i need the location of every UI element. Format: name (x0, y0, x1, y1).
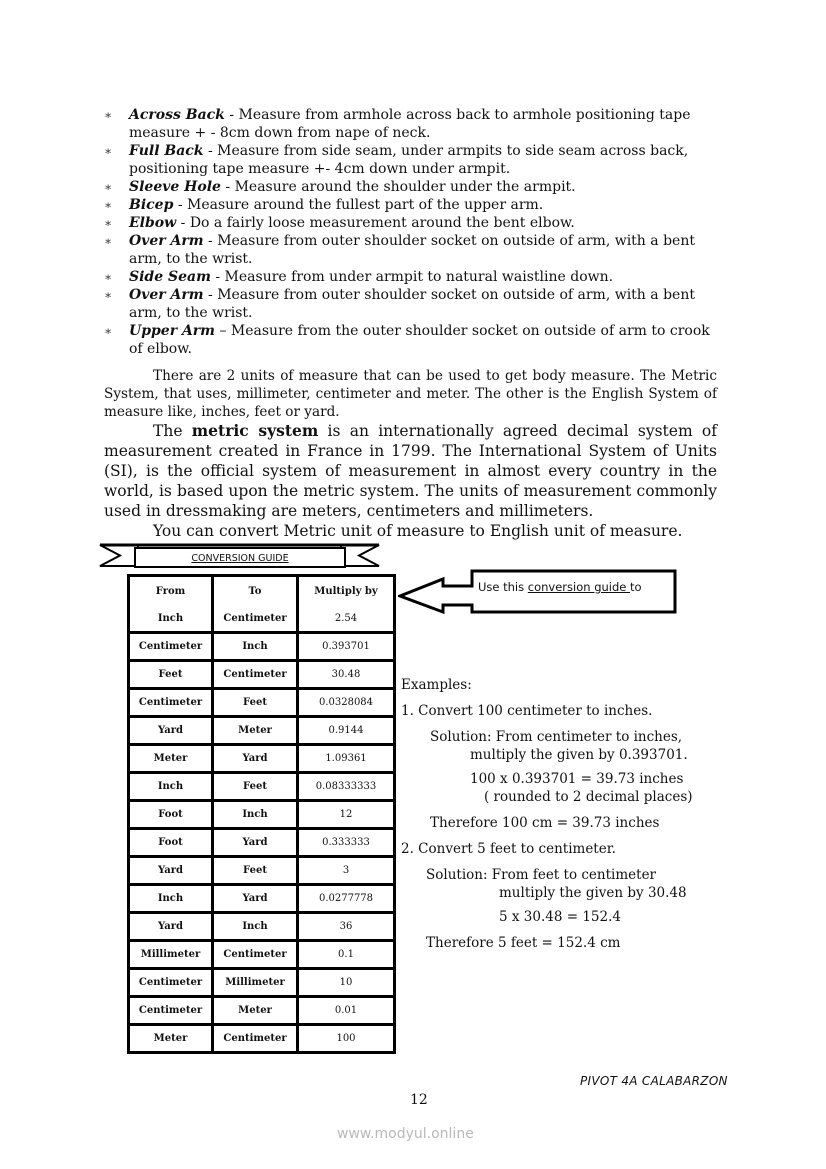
bullet-star-icon: ∗ (104, 234, 113, 248)
to-cell: Feet (214, 774, 299, 802)
measurement-item (104, 178, 724, 196)
callout-prefix: Use this (478, 580, 528, 594)
example-1-calculation: 100 x 0.393701 = 39.73 inches (470, 771, 684, 787)
measurement-separator: - (224, 107, 239, 123)
to-cell: Inch (214, 914, 299, 942)
from-cell: Meter (130, 1026, 214, 1051)
multiplier-cell: 0.393701 (299, 634, 393, 662)
multiplier-cell: 0.01 (299, 998, 393, 1026)
from-cell: Centimeter (130, 634, 214, 662)
to-cell: Centimeter (214, 606, 299, 634)
example-2-question: 2. Convert 5 feet to centimeter. (401, 841, 616, 857)
multiplier-cell: 0.0277778 (299, 886, 393, 914)
to-cell: Centimeter (214, 1026, 299, 1051)
footer-brand: PIVOT 4A CALABARZON (580, 1074, 728, 1088)
measurement-description: Measure from the outer shoulder socket on outside of arm to crook of elbow. (129, 323, 710, 357)
to-cell: Centimeter (214, 942, 299, 970)
example-2-solution-line-1: Solution: From feet to centimeter (426, 867, 657, 883)
to-cell: Yard (214, 886, 299, 914)
example-1-answer: Therefore 100 cm = 39.73 inches (430, 815, 660, 831)
bullet-star-icon: ∗ (104, 144, 113, 158)
page-number: 12 (410, 1092, 428, 1108)
units-paragraph (104, 367, 717, 421)
multiplier-cell: 30.48 (299, 662, 393, 690)
measurement-term: Over Arm (129, 233, 204, 249)
measurement-description: Do a fairly loose measurement around the bent elbow. (189, 215, 575, 231)
metric-paragraph-text (104, 421, 717, 521)
measurement-description: Measure around the fullest part of the upper arm. (187, 197, 544, 213)
from-cell: Foot (130, 830, 214, 858)
multiplier-cell: 10 (299, 970, 393, 998)
metric-paragraph (104, 421, 717, 541)
table-row (130, 830, 393, 858)
metric-rest: is an internationally agreed decimal system of measurement created in France in 1799. The International System of Units (SI), is the official system of measurement in almost every country in the world, is based upon the metric system. The units of measurement commonly used in dressmaking are meters, centimeters and millimeters. (104, 422, 717, 520)
callout-link-text: conversion guide (527, 580, 631, 594)
to-cell: Feet (214, 858, 299, 886)
table-row (130, 718, 393, 746)
measurement-item (104, 232, 724, 268)
bullet-star-icon: ∗ (104, 108, 113, 122)
measurement-term: Full Back (129, 143, 204, 159)
table-row (130, 690, 393, 718)
from-cell: Yard (130, 858, 214, 886)
measurement-separator: – (215, 323, 231, 339)
from-cell: Centimeter (130, 970, 214, 998)
example-1-rounding-note: ( rounded to 2 decimal places) (484, 789, 693, 805)
measurement-term: Sleeve Hole (129, 179, 221, 195)
bullet-star-icon: ∗ (104, 180, 113, 194)
measurement-item (104, 106, 724, 142)
measurement-term: Across Back (129, 107, 225, 123)
table-row (130, 858, 393, 886)
header-to: To (214, 577, 299, 606)
from-cell: Yard (130, 718, 214, 746)
example-2-solution-line-2: multiply the given by 30.48 (499, 885, 687, 901)
bullet-star-icon: ∗ (104, 198, 113, 212)
bullet-star-icon: ∗ (104, 270, 113, 284)
conversion-guide-banner (98, 542, 383, 574)
table-row (130, 942, 393, 970)
from-cell: Inch (130, 774, 214, 802)
example-2-answer: Therefore 5 feet = 152.4 cm (426, 935, 621, 951)
table-row (130, 914, 393, 942)
from-cell: Inch (130, 886, 214, 914)
to-cell: Millimeter (214, 970, 299, 998)
measurement-term: Elbow (129, 215, 177, 231)
from-cell: Feet (130, 662, 214, 690)
to-cell: Meter (214, 718, 299, 746)
table-row (130, 606, 393, 634)
conversion-guide-title: CONVERSION GUIDE (191, 553, 289, 564)
multiplier-cell: 1.09361 (299, 746, 393, 774)
table-row (130, 1026, 393, 1051)
from-cell: Yard (130, 914, 214, 942)
multiplier-cell: 2.54 (299, 606, 393, 634)
multiplier-cell: 3 (299, 858, 393, 886)
measurement-description: Measure from outer shoulder socket on outside of arm, with a bent arm, to the wrist. (129, 233, 695, 267)
example-1-solution-line-1: Solution: From centimeter to inches, (430, 729, 683, 745)
measurement-term: Bicep (129, 197, 174, 213)
multiplier-cell: 12 (299, 802, 393, 830)
header-multiply-by: Multiply by (314, 586, 378, 597)
conversion-table-wrapper (127, 574, 396, 1054)
examples-section (401, 676, 731, 952)
table-row (130, 998, 393, 1026)
example-1-question: 1. Convert 100 centimeter to inches. (401, 703, 653, 719)
measurement-item (104, 214, 724, 232)
metric-lead: The (153, 422, 192, 440)
table-row (130, 634, 393, 662)
units-paragraph-text: There are 2 units of measure that can be used to get body measure. The Metric System, that uses, millimeter, centimeter and meter. The other is the English System of measure like, inches, feet or yard. (104, 368, 717, 420)
measurement-separator: - (210, 269, 225, 285)
multiplier-cell: 0.1 (299, 942, 393, 970)
header-from: From (130, 577, 214, 606)
watermark: www.modyul.online (337, 1126, 474, 1142)
to-cell: Centimeter (214, 662, 299, 690)
measurement-description: Measure from outer shoulder socket on outside of arm, with a bent arm, to the wrist. (129, 287, 695, 321)
measurement-item (104, 268, 724, 286)
to-cell: Inch (214, 634, 299, 662)
multiplier-cell: 100 (336, 1033, 356, 1044)
from-cell: Millimeter (130, 942, 214, 970)
table-row (130, 774, 393, 802)
from-cell: Centimeter (130, 690, 214, 718)
measurement-item (104, 322, 724, 358)
measurement-separator: - (203, 143, 218, 159)
measurement-separator: - (220, 179, 235, 195)
from-cell: Inch (130, 606, 214, 634)
measurement-term: Side Seam (129, 269, 211, 285)
measurement-item (104, 196, 724, 214)
measurement-item (104, 286, 724, 322)
to-cell: Inch (214, 802, 299, 830)
bullet-star-icon: ∗ (104, 324, 113, 338)
from-cell: Foot (130, 802, 214, 830)
table-row (130, 746, 393, 774)
measurement-description: Measure from armhole across back to armhole positioning tape measure + - 8cm down from nape of neck. (129, 107, 691, 141)
table-row (130, 802, 393, 830)
to-cell: Yard (214, 830, 299, 858)
multiplier-cell: 36 (299, 914, 393, 942)
example-2-calculation: 5 x 30.48 = 152.4 (499, 909, 621, 925)
measurement-item (104, 142, 724, 178)
table-row (130, 970, 393, 998)
to-cell: Yard (214, 746, 299, 774)
callout-suffix: to (630, 580, 642, 594)
callout-box (398, 568, 680, 620)
bullet-star-icon: ∗ (104, 288, 113, 302)
measurement-description: Measure from under armpit to natural waistline down. (224, 269, 614, 285)
from-cell: Centimeter (130, 998, 214, 1026)
examples-heading: Examples: (401, 677, 472, 693)
to-cell: Feet (214, 690, 299, 718)
measurement-separator: - (203, 287, 218, 303)
measurement-separator: - (203, 233, 218, 249)
metric-system-term: metric system (191, 421, 319, 440)
multiplier-cell: 0.0328084 (299, 690, 393, 718)
measurement-description: Measure around the shoulder under the armpit. (234, 179, 576, 195)
measurement-term: Upper Arm (129, 323, 215, 339)
callout-text (478, 580, 642, 594)
table-header-row (130, 577, 393, 606)
measurement-separator: - (173, 197, 188, 213)
to-cell: Meter (214, 998, 299, 1026)
example-1-solution-line-2: multiply the given by 0.393701. (470, 747, 688, 763)
multiplier-cell: 0.9144 (299, 718, 393, 746)
from-cell: Meter (130, 746, 214, 774)
table-row (130, 886, 393, 914)
measurement-description: Measure from side seam, under armpits to side seam across back, positioning tape measure +- 4cm down under armpit. (129, 143, 689, 177)
table-row (130, 662, 393, 690)
bullet-star-icon: ∗ (104, 216, 113, 230)
measurement-separator: - (176, 215, 190, 231)
multiplier-cell: 0.08333333 (299, 774, 393, 802)
conversion-table (127, 574, 396, 1054)
measurement-term: Over Arm (129, 287, 204, 303)
convert-sentence: You can convert Metric unit of measure to English unit of measure. (153, 522, 683, 540)
measurement-list (104, 106, 724, 358)
multiplier-cell: 0.333333 (299, 830, 393, 858)
